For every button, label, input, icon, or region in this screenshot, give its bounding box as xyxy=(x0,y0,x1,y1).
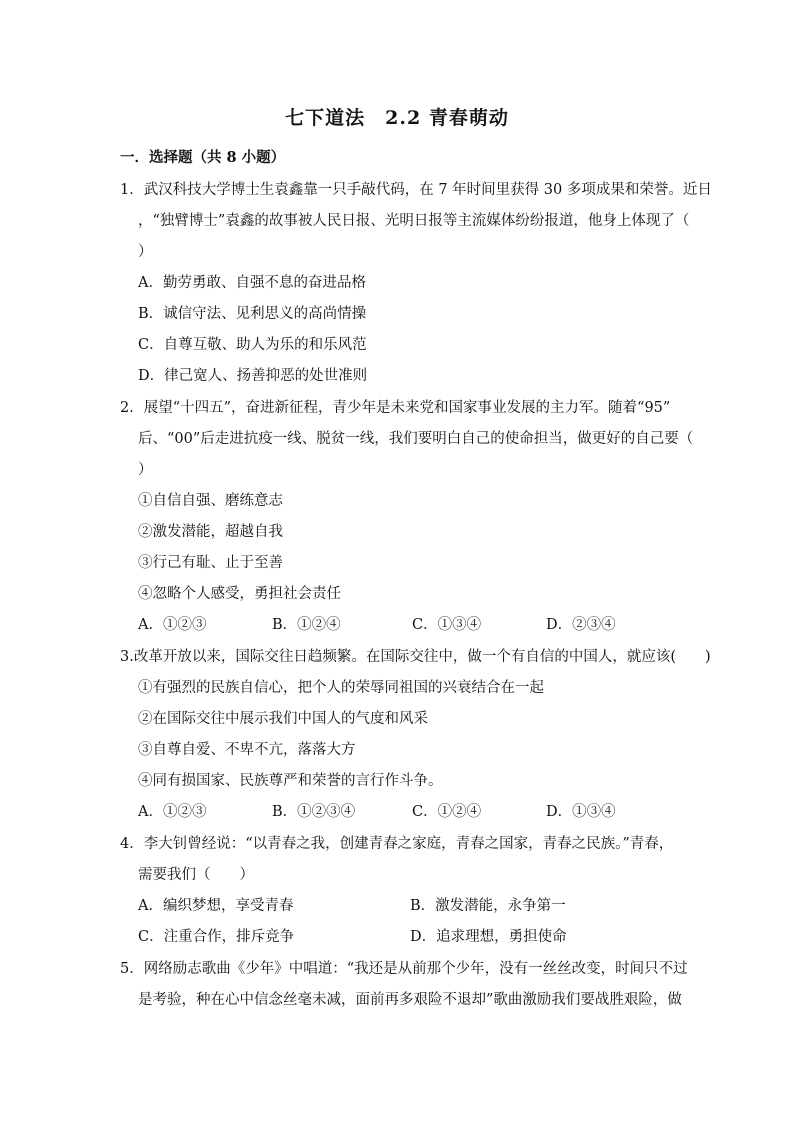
q4-option-c: C．注重合作，排斥竞争 xyxy=(138,929,295,945)
q4-option-d: D．追求理想，勇担使命 xyxy=(410,929,567,945)
q3-options-row xyxy=(138,800,698,820)
q4-options-row-1 xyxy=(138,894,698,914)
page-title: 七下道法 2.2 青春萌动 xyxy=(285,107,509,129)
q1-line1: 1．武汉科技大学博士生袁鑫靠一只手敲代码，在 7 年时间里获得 30 多项成果和荣誉。近日 xyxy=(120,182,712,198)
q2-item-3: ③行己有耻、止于至善 xyxy=(138,555,283,571)
q3-line1: 3.改革开放以来，国际交往日趋频繁。在国际交往中，做一个有自信的中国人，就应该( ) xyxy=(120,649,711,665)
q4-line1: 4．李大钊曾经说：“以青春之我，创建青春之家庭，青春之国家，青春之民族。”青春， xyxy=(120,836,674,852)
q2-item-1: ①自信自强、磨练意志 xyxy=(138,493,283,509)
q1-line3: ） xyxy=(138,244,153,260)
q2-item-2: ②激发潜能，超越自我 xyxy=(138,524,283,540)
q4-line2: 需要我们（ ） xyxy=(138,867,254,883)
q4-option-b: B．激发潜能，永争第一 xyxy=(410,898,566,914)
q2-line1: 2．展望“十四五”，奋进新征程，青少年是未来党和国家事业发展的主力军。随着“95” xyxy=(120,400,671,416)
q3-option-b: B．①②③④ xyxy=(272,804,356,820)
q1-option-c: C．自尊互敬、助人为乐的和乐风范 xyxy=(138,337,367,353)
q1-line2: ，“独臂博士”袁鑫的故事被人民日报、光明日报等主流媒体纷纷报道，他身上体现了（ xyxy=(138,213,690,229)
q4-options-row-2 xyxy=(138,925,698,945)
q2-line3: ） xyxy=(138,462,153,478)
q2-line2: 后、“00”后走进抗疫一线、脱贫一线，我们要明白自己的使命担当，做更好的自己要（ xyxy=(138,431,694,447)
q3-option-c: C．①②④ xyxy=(412,804,482,820)
q2-item-4: ④忽略个人感受，勇担社会责任 xyxy=(138,586,341,602)
q1-option-a: A．勤劳勇敢、自强不息的奋进品格 xyxy=(138,275,366,291)
q2-option-d: D．②③④ xyxy=(546,617,616,633)
q2-option-b: B．①②④ xyxy=(272,617,341,633)
q3-item-2: ②在国际交往中展示我们中国人的气度和风采 xyxy=(138,711,428,727)
q4-option-a: A．编织梦想，享受青春 xyxy=(138,898,294,914)
q2-options-row xyxy=(138,613,698,633)
q1-option-b: B．诚信守法、见利思义的高尚情操 xyxy=(138,306,367,322)
q3-item-1: ①有强烈的民族自信心，把个人的荣辱同祖国的兴衰结合在一起 xyxy=(138,680,544,696)
section-heading: 一．选择题（共 8 小题） xyxy=(120,149,286,166)
q5-line1: 5．网络励志歌曲《少年》中唱道：“我还是从前那个少年，没有一丝丝改变，时间只不过 xyxy=(120,961,688,977)
q2-option-a: A．①②③ xyxy=(138,617,207,633)
q2-option-c: C．①③④ xyxy=(412,617,482,633)
q3-option-a: A．①②③ xyxy=(138,804,207,820)
q3-option-d: D．①③④ xyxy=(546,804,616,820)
q3-item-4: ④同有损国家、民族尊严和荣誉的言行作斗争。 xyxy=(138,773,443,789)
q1-option-d: D．律己宽人、扬善抑恶的处世准则 xyxy=(138,368,368,384)
q5-line2: 是考验，种在心中信念丝毫未减，面前再多艰险不退却”歌曲激励我们要战胜艰险，做 xyxy=(138,992,682,1008)
q3-item-3: ③自尊自爱、不卑不亢，落落大方 xyxy=(138,742,356,758)
